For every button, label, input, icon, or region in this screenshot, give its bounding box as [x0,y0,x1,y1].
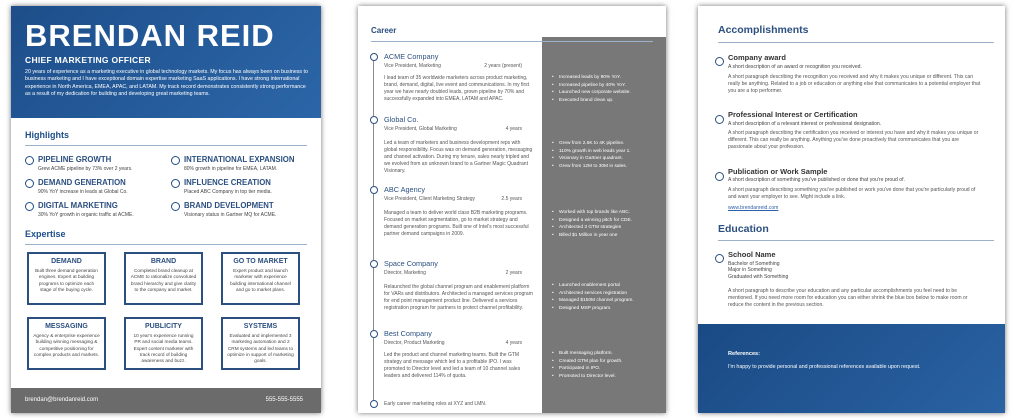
bullet-item: • Increased leads by 90% YoY. [559,74,664,82]
expertise-desc: Agency & enterprise experience building winning messaging & competitive positioning for complex products and markets. [33,333,100,357]
resume-page-3 [698,6,1005,413]
expertise-desc: 10 year's experience running PR and social media teams. Expert content marketer with track record of building awareness and buzz. [133,333,194,364]
job-company: ACME Company [384,52,439,61]
accomplishment-title: Professional Interest or Certification [728,110,858,119]
job-role: Vice President, Marketing [384,63,441,69]
circle-icon [25,202,34,211]
resume-page-1 [11,6,321,413]
job-company: Best Company [384,329,432,338]
accomplishment-description: A short paragraph describing something you've published or work you've done that you're particularly proud of and want your employer to see. Might include a link. [728,187,976,201]
contact-footer [11,388,321,413]
job-bullets [559,350,664,380]
job-years: 2 years [505,270,522,276]
expertise-title: SYSTEMS [243,323,278,330]
bullet-item: • Visionary in Gartner quadrant. [559,155,664,163]
circle-icon [171,202,180,211]
expertise-title: DEMAND [51,258,82,265]
degree-details [728,261,788,280]
bullet-item: • Architected 3 GTM strategies [559,224,664,232]
bullet-item: • Created GTM plan for growth. [559,358,664,366]
bullet-item: • Designed MSP program. [559,305,664,313]
job-bullets [559,74,664,104]
bullet-item: • Launched new corporate website. [559,89,664,97]
degree-line: Major in Something [728,267,772,274]
expertise-box [221,317,300,370]
job-company: ABC Agency [384,185,425,194]
expertise-desc: Completed brand cleanup at ACME to rationalize convoluted brand hierarchy and give clarity to the company and market. [130,268,197,292]
bullet-item: • Increased pipeline by 40% YoY. [559,82,664,90]
degree-line: Bachelor of Something [728,261,780,267]
phone-number: 555-555-5555 [265,397,303,403]
job-description: Led a team of marketers and business development reps with global responsibility. Focus was on demand generation, messaging and channel activation. During my tenure, sales nearly tripled and we evolved from an unknown brand to a Gartner Magic Quadrant Visionary. [384,140,533,174]
circle-icon [715,254,724,263]
bullet-item: • Grew from 12M to 30M in sales. [559,163,664,171]
website-link[interactable]: www.brendanreid.com [728,205,779,211]
expertise-box [124,317,203,370]
header-banner [11,6,321,118]
expertise-box [221,252,300,305]
timeline-dot [370,400,378,408]
highlight-title: PIPELINE GROWTH [38,155,112,164]
bullet-item: • Executed brand clean up. [559,97,664,105]
timeline-dot [370,260,378,268]
timeline-line [373,61,374,406]
candidate-name: BRENDAN REID [25,18,275,53]
expertise-title: MESSAGING [45,323,88,330]
job-years: 4 years [505,340,522,346]
highlight-title: DEMAND GENERATION [38,178,126,187]
timeline-dot [370,53,378,61]
references-title: References: [728,351,761,357]
highlight-title: INFLUENCE CREATION [184,178,271,187]
highlight-title: DIGITAL MARKETING [38,201,118,210]
divider [718,240,994,241]
highlight-desc: 80% growth in pipeline for EMEA, LATAM. [184,166,278,172]
email-link[interactable]: brendan@brendanreid.com [25,397,99,403]
accomplishment-title: Company award [728,53,786,62]
education-description: A short paragraph to describe your education and any particular accomplishments you feel need to be mentioned. If you need more room for education you can either shrink the blue box below to make room or reduce the content in the previous section. [728,288,968,309]
highlights-heading: Highlights [25,130,69,140]
job-title: CHIEF MARKETING OFFICER [25,55,151,65]
divider [718,42,994,43]
career-heading: Career [371,26,397,35]
accomplishment-subtitle: A short description of something you've published or done that you're proud of. [728,177,905,183]
expertise-title: GO TO MARKET [233,258,288,265]
accomplishment-subtitle: A short description of an award or recognition you received. [728,64,862,70]
job-bullets [559,209,664,239]
bullet-item: • Grew from 2.5K to 4K pipeline. [559,140,664,148]
job-role: Director, Marketing [384,270,426,276]
bullet-item: • Promoted to Director level. [559,373,664,381]
education-heading: Education [718,223,769,235]
job-role: Vice President, Client Marketing Strategy [384,196,476,202]
highlight-desc: Visionary status in Gartner MQ for ACME. [184,212,277,218]
job-bullets [559,282,664,312]
bullet-item: • Participated in IPO. [559,365,664,373]
divider [25,244,307,245]
job-company: Global Co. [384,115,419,124]
job-company: Space Company [384,259,438,268]
job-description: Managed a team to deliver world class B2B marketing programs. Focused on market segmentation, go to market strategy and demand generation programs. Built one of Intel's most successful partner demand campaigns in 2009. [384,210,529,237]
bullet-item: • Managed $150M channel program. [559,297,664,305]
expertise-desc: Evaluated and implemented 3 marketing automation and 2 CRM systems and led teams to optimize in support of marketing goals. [227,333,294,364]
circle-icon [25,156,34,165]
job-role: Director, Product Marketing [384,340,445,346]
expertise-box [124,252,203,305]
expertise-box [27,252,106,305]
accomplishment-subtitle: A short description of a relevant interest or professional designation. [728,121,882,127]
job-description: Led the product and channel marketing teams. Built the GTM strategy and message which led to a profitable IPO. I was promoted to Director level and led a team of 10 channel sales leaders and delivered 114% of quota. [384,352,521,379]
references-text: I'm happy to provide personal and professional references available upon request. [728,364,921,370]
accomplishments-heading: Accomplishments [718,24,809,36]
circle-icon [715,115,724,124]
circle-icon [171,179,180,188]
circle-icon [25,179,34,188]
expertise-desc: Built three demand generation engines. Expert at building programs to optimize each stage of the buying cycle. [35,268,98,292]
bullet-item: • 110% growth in web leads year 1. [559,148,664,156]
job-bullets [559,140,664,170]
degree-line: Graduated with Something [728,273,789,280]
bullet-item: • Architected services registration [559,290,664,298]
highlight-desc: 90% YoY increase in leads at Global Co. [38,189,128,195]
circle-icon [715,172,724,181]
bullet-item: • Worked with top brands like ABC. [559,209,664,217]
resume-page-2 [358,6,666,413]
timeline-dot [370,186,378,194]
highlight-desc: 30% YoY growth in organic traffic at ACME. [38,212,134,218]
accomplishment-description: A short paragraph describing the recognition you received and why it makes you unique or different. This can really be anything. Related to a job or education or anything else that communicates to a potential employer that you are a top performer. [728,74,981,95]
job-years: 2.5 years [501,196,522,202]
divider [371,41,653,42]
timeline-dot [370,330,378,338]
summary-text: 20 years of experience as a marketing executive in global technology markets. My focus has always been on business to business marketing and I have exceptional domain expertise marketing SaaS applications. I have strong international experience in North America, EMEA, APAC, and LATAM. My track record demonstrates consistently strong performance as a result of my dedication for building and developing great marketing teams. [25,69,308,98]
circle-icon [171,156,180,165]
job-years: 4 years [505,126,522,132]
expertise-desc: Expert product and launch marketer with experience building international channel and go to market plans. [230,268,291,292]
job-description: I lead team of 35 worldwide marketers across product marketing, brand, demand, digital, live event and communications. In my first year we have nearly doubled leads, grown pipeline by 70% and successfully expanded into EMEA, LATAM and APAC. [384,75,530,102]
early-career-text: Early career marketing roles at XYZ and LMN. [384,401,487,407]
bullet-item: • Launched enablement portal [559,282,664,290]
highlight-title: BRAND DEVELOPMENT [184,201,274,210]
highlight-desc: Grew ACME pipeline by 73% over 2 years. [38,166,133,172]
job-description: Relaunched the global channel program and enablement platform for VARs and distributors. Architected a managed services program for end point management product line. Delivered a services registration program for partners to protect channel profitability. [384,284,533,311]
circle-icon [715,57,724,66]
expertise-box [27,317,106,370]
divider [25,145,307,146]
accomplishment-title: Publication or Work Sample [728,167,828,176]
expertise-title: PUBLICITY [145,323,182,330]
highlight-desc: Placed ABC Company in top tier media. [184,189,272,195]
expertise-title: BRAND [150,258,177,265]
bullet-item: • Designed a winning pitch for CDE. [559,217,664,225]
bullet-item: • Built messaging platform. [559,350,664,358]
job-years: 2 years (present) [484,63,522,69]
expertise-heading: Expertise [25,229,66,239]
references-box [698,324,1005,413]
job-role: Vice President, Global Marketing [384,126,457,132]
timeline-dot [370,116,378,124]
school-name: School Name [728,250,776,259]
bullet-item: • Billed $1 Million in year one [559,232,664,240]
accomplishment-description: A short paragraph describing the certification you received or interest you have and why it makes you unique or different. This can really be anything. Anything you've done proactively that communicates that you are passionate about your profession. [728,130,979,151]
highlight-title: INTERNATIONAL EXPANSION [184,155,295,164]
